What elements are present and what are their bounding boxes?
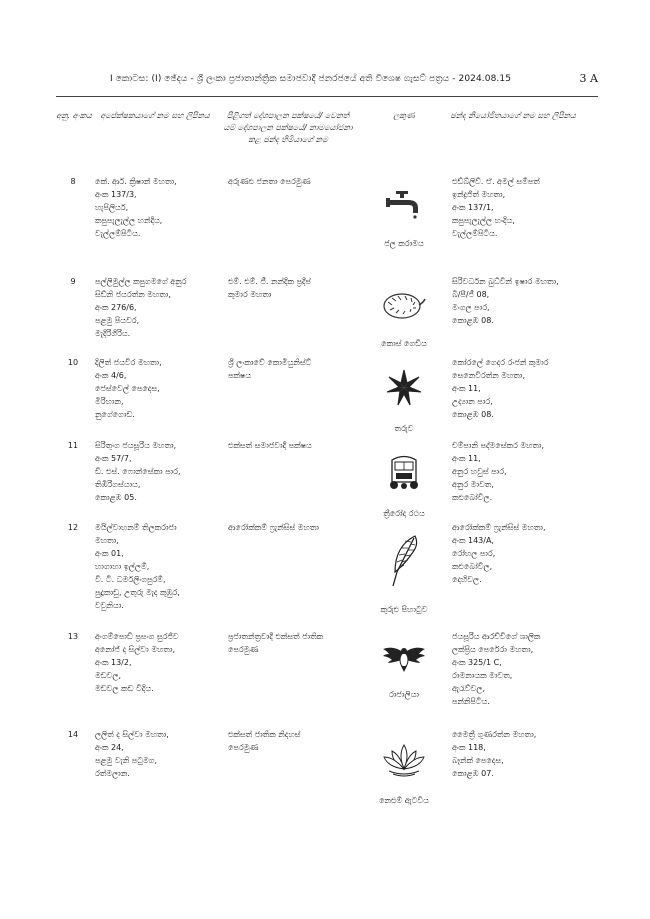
water-tap-icon	[384, 188, 424, 222]
page-number: 3 A	[579, 72, 598, 85]
header-divider	[56, 96, 598, 97]
party-name: එම්. එම්. ජී. නන්දික ප්‍රදීප් කුමාර මහතා	[228, 277, 311, 299]
star-icon	[386, 369, 422, 407]
agent-name-address: චම්පානි පද්මසේකර මහතා, අංක 11, අනුර හවුස් පාර, අනුර මාවත, කළුබෝවිල.	[452, 441, 545, 502]
candidate-name-address: මයිල්වාහනම් තිලකරාජා මහතා, අංක 01, හාගාහා ඉල්ලම්, වී. ටී. ධර්මලිංගපුරම්, පුදූකාඩු, උතුරු මැද කුඹුර, වවුනියා.	[95, 523, 180, 610]
jackfruit-icon	[382, 288, 426, 322]
row-number: 13	[67, 632, 79, 641]
symbol-cell	[366, 356, 442, 448]
party-name: එක්සත් ජාතික නිදහස් පෙරමුණ	[228, 730, 301, 752]
column-header-number: අනු. අංකය	[56, 111, 92, 120]
candidate-name-address: සිරිතුංග ජයසූරිය මහතා, අංක 57/7, ඩී. එස්. ෆොන්සේකා පාර, තිඹිරිගස්යාය, කොළඹ 05.	[95, 441, 181, 502]
agent-name-address: ආරෝක්කම් ෆ්‍රැන්සිස් මහතා, අංක 143/A, රෝහල පාර, කළුබෝවිල, දෙහිවල.	[452, 523, 546, 584]
column-header-party: පිළිගත් දේශපාලන පක්ෂයේ/ වෙනත් යම් දේශපාලන පක්ෂයේ/ නාමයෝජනා කළ ඡන්ද හිමියාගේ නම	[223, 111, 353, 144]
symbol-cell	[366, 521, 442, 629]
row-number: 10	[67, 358, 79, 367]
symbol-cell	[366, 175, 442, 263]
candidate-name-address: අංගම්පොඩි ප්‍රසංග සුරජිව අනෝජ් ද සිල්වා මහතා, අංක 13/2, මඩවල, මඩවල කඩ වීදිය.	[95, 632, 179, 693]
symbol-name: කුරුළු පිහාටුව	[380, 605, 428, 614]
quill-feather-icon	[387, 534, 421, 588]
party-name: ආරෝක්කම් ෆ්‍රැන්සිස් මහතා	[228, 523, 319, 532]
party-name: ප්‍රජාතන්ත්‍රවාදී එක්සත් ජාතික පෙරමුණ	[228, 632, 324, 654]
candidate-name-address: පල්ලිමුල්ල කපුගමගේ අනුර සිඩ්නි ජයරත්න මහතා, අංක 276/6, පළමු පියවර, මැදිරිගිරිය.	[95, 277, 187, 338]
agent-name-address: සිරිවර්ධන බුධ්වින් ඉෂාර මහතා, බී/පී/ජී 08, මංගල පාර, කොළඹ 08.	[452, 277, 559, 325]
column-header-agent: ඡන්ද නියෝජිතයාගේ නම සහ ලිපිනය	[450, 111, 576, 120]
eagle-icon	[382, 643, 426, 673]
agent-name-address: එඩ්බ්ලිව්. ඒ. අමල් සම්පත් ඉන්ද්‍රජිත් මහතා, අංක 137/1, කපුපැලැල්ල හංදිය, වැල්ලම්පිටිය.	[452, 177, 540, 238]
three-wheeler-icon	[386, 452, 422, 492]
symbol-name: ත්‍රීරෝද රථය	[383, 509, 425, 518]
column-header-symbol: ලකුණ	[393, 111, 415, 120]
agent-name-address: කෝරලේ ගෙදර රංජන් කුමාර සෙනෙවිරත්න මහතා, අංක 11, උද්‍යාන පාර, කොළඹ 08.	[452, 358, 549, 419]
agent-name-address: මෛත්‍රී ගුණරත්න මහතා, අංක 118, බෑන්ක් පෙදෙස, කොළඹ 07.	[452, 730, 537, 778]
party-name: ශ්‍රී ලංකාවේ කොමියුනිස්ට් පක්ෂය	[228, 358, 312, 380]
header-title: I කොටස: (I) ඡේදය - ශ්‍රී ලංකා ප්‍රජාතාන්ත්‍රික සමාජවාදී ජනරජයේ අති විශෙෂ ගැසට් පත්‍රය - 2024.08.15	[110, 74, 512, 84]
candidate-name-address: කේ. ආර්. ක්‍රිෂාන් මහතා, අංක 137/3, හැපිලියර්, කපුපැලැල්ල හන්දිය, වැල්ලම්පිටිය.	[95, 177, 177, 238]
column-header-candidate: අපේක්ෂකයාගේ නම සහ ලිපිනය	[100, 111, 210, 120]
symbol-name: රාජාලියා	[389, 690, 419, 699]
candidate-name-address: දිලිත් ජයවීර මහතා, අංක 4/6, ජෙස්වෙල් පෙදෙස, මිරිහාන, නුගේගොඩ.	[95, 358, 162, 419]
row-number: 8	[70, 177, 76, 186]
page-header	[72, 70, 598, 88]
agent-name-address: ජයසූරිය ආරච්චිගේ ශාලික ලක්ප්‍රිය පෙරේරා මහතා, අංක 325/1 C, රාමනායක මාවත, ඇරැව්වල, පන්නිපිටිය.	[452, 632, 541, 706]
party-name: එක්සත් සමාජවාදී පක්ෂය	[228, 441, 312, 450]
row-number: 9	[70, 277, 76, 286]
symbol-name: තරුව	[394, 424, 414, 433]
symbol-cell	[366, 630, 442, 714]
symbol-name: කොස් ගෙඩිය	[381, 339, 427, 348]
row-number: 12	[67, 523, 79, 532]
lotus-bud-icon	[381, 741, 427, 779]
symbol-cell	[366, 439, 442, 533]
symbol-name: ජල කරාමය	[384, 239, 424, 248]
symbol-name: නෙළුම් ඇටවිය	[379, 796, 429, 805]
symbol-cell	[366, 728, 442, 820]
row-number: 14	[67, 730, 79, 739]
symbol-cell	[366, 275, 442, 363]
candidate-name-address: ලලිත් ද සිල්වා මහතා, අංක 24, පළමු වැනි පටුමග, රත්මලාන.	[95, 730, 169, 778]
party-name: අරුණළු ජනතා පෙරමුණ	[228, 177, 311, 186]
row-number: 11	[67, 441, 79, 450]
